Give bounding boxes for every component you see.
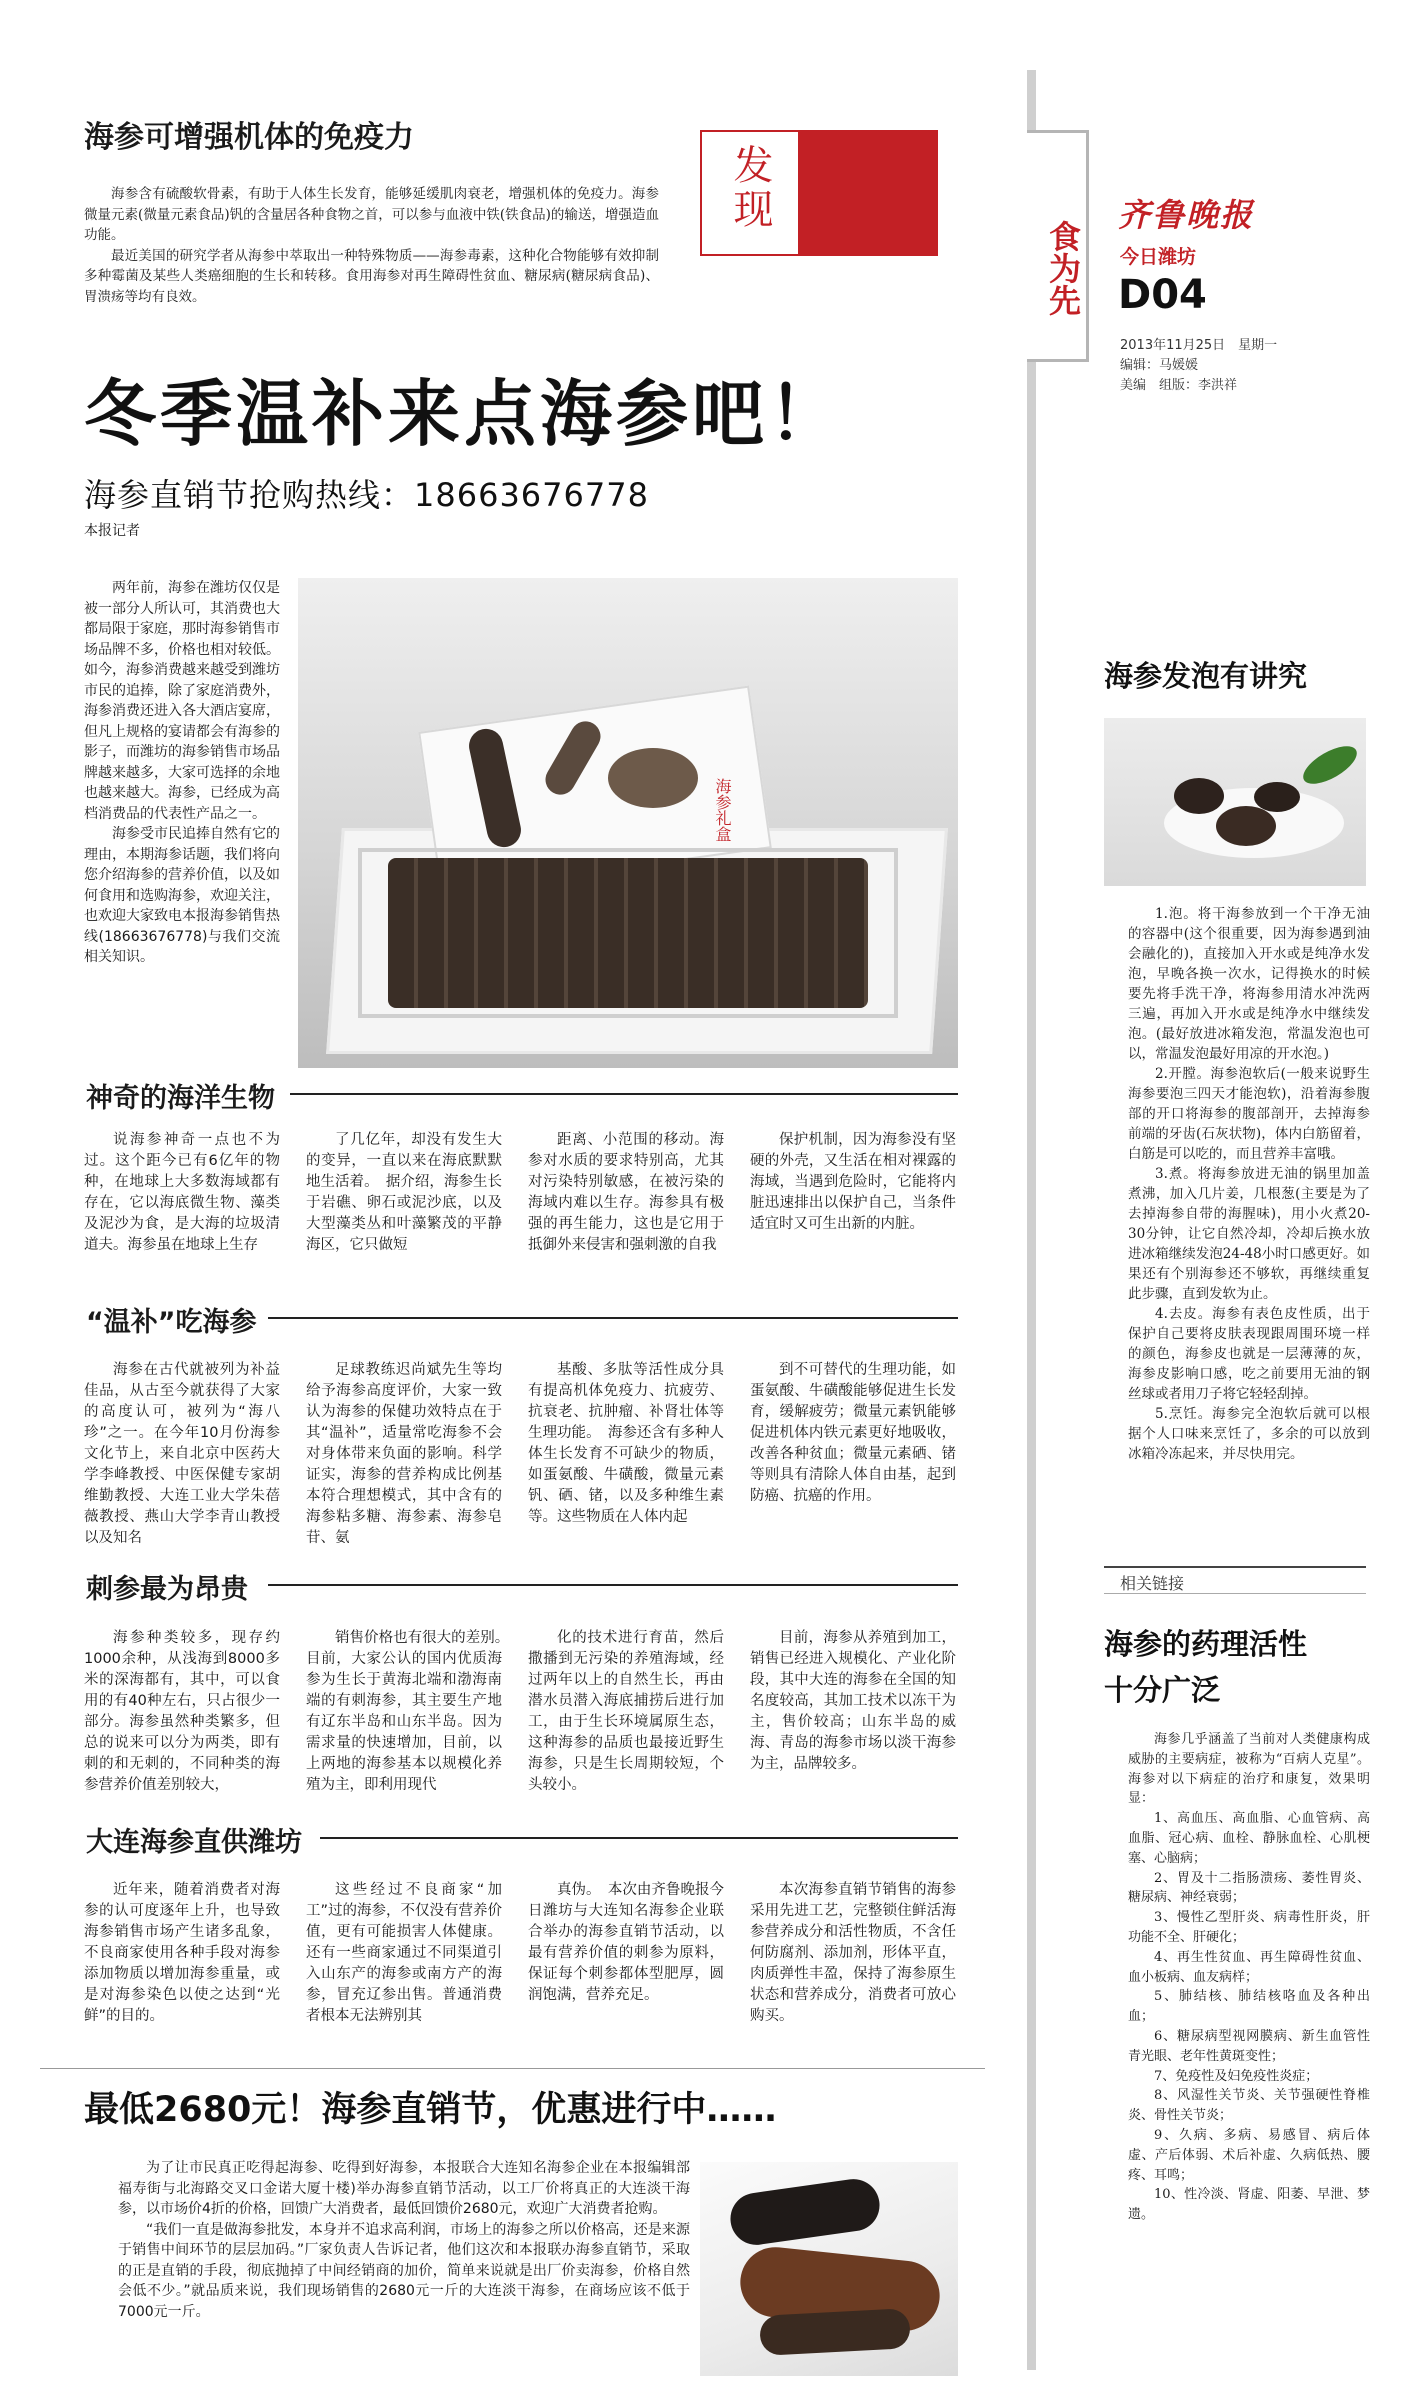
headline-subtitle: 海参直销节抢购热线：18663676778	[84, 476, 649, 514]
section-column	[306, 1628, 517, 1818]
section-para: 说海参神奇一点也不为过。这个距今已有6亿年的物种，在地球上大多数海域都有存在，它以海底微生物、藻类及泥沙为食，是大海的垃圾清道夫。海参虽在地球上生存	[84, 1132, 280, 1253]
section-para: 化的技术进行育苗，然后撒播到无污染的养殖海域，经过两年以上的自然生长，再由潜水员潜入海底捕捞后进行加工，由于生长环境属原生态，这种海参的品质也最接近野生海参，只是生长周期较短，个头较小。	[528, 1630, 724, 1793]
section-column	[528, 1880, 724, 2060]
promo-text	[118, 2158, 690, 2373]
foam-step: 2.开膛。海参泡软后(一般来说野生海参要泡三四天才能泡软)，沿着海参腹部的开口将海参的腹部剖开，去掉海参前端的牙齿(石灰状物)，体内白筋留着，白筋是可以吃的，而且营养丰富哦。	[1128, 1066, 1370, 1162]
pharm-item: 7、免疫性及妇免疫性炎症；	[1154, 2068, 1319, 2084]
pharm-item: 6、糖尿病型视网膜病、新生血管性青光眼、老年性黄斑变性；	[1128, 2028, 1370, 2064]
section-para: 本次海参直销节销售的海参采用先进工艺，完整锁住鲜活海参营养成分和活性物质，不含任何防腐剂、添加剂，形体平直，肉质弹性丰盈，保持了海参原生状态和营养成分，消费者可放心购买。	[750, 1882, 956, 2024]
related-links-box	[1104, 1566, 1366, 1594]
section-column	[84, 1880, 280, 2060]
section-column	[528, 1628, 724, 1818]
section-para: 基酸、多肽等活性成分具有提高机体免疫力、抗疲劳、抗衰老、抗肿瘤、补肾壮体等生理功能。 海参还含有多种人体生长发育不可缺少的物质，如蛋氨酸、牛磺酸，微量元素钒、硒、锗，以及多种维生素等。这些物质在人体内起	[528, 1362, 724, 1525]
top-story-para: 海参含有硫酸软骨素，有助于人体生长发育，能够延缓肌肉衰老，增强机体的免疫力。海参微量元素(微量元素食品)钒的含量居各种食物之首，可以参与血液中铁(铁食品)的输送，增强造血功能。	[84, 186, 659, 243]
top-story-para: 最近美国的研究学者从海参中萃取出一种特殊物质——海参毒素，这种化合物能够有效抑制多种霉菌及某些人类癌细胞的生长和转移。食用海参对再生障碍性贫血、糖尿病(糖尿病食品)、胃溃疡等均有良效。	[84, 247, 659, 305]
section-para: 销售价格也有很大的差别。 目前，大家公认的国内优质海参为生长于黄海北端和渤海南端的有刺海参，其主要生产地有辽东半岛和山东半岛。因为需求量的快速增加，目前，以上两地的海参基本以规模化养殖为主，即利用现代	[306, 1630, 517, 1793]
section-column	[84, 1130, 280, 1320]
pharm-item: 3、慢性乙型肝炎、病毒性肝炎，肝功能不全、肝硬化；	[1128, 1910, 1370, 1945]
pharm-item: 1、高血压、高血脂、心血管病、高血脂、冠心病、血栓、静脉血栓、心肌梗塞、心脑病；	[1128, 1811, 1370, 1866]
section-para: 近年来，随着消费者对海参的认可度逐年上升，也导致海参销售市场产生诸多乱象，不良商家使用各种手段对海参添加物质以增加海参重量，或是对海参染色以使之达到“光鲜”的目的。	[84, 1882, 280, 2024]
byline: 本报记者	[84, 523, 140, 539]
foam-text	[1128, 904, 1370, 1564]
section-vertical-label: 食为先	[1044, 220, 1082, 316]
masthead-designer: 美编 组版：李洪祥	[1120, 378, 1238, 393]
promo-rule-top	[40, 2068, 985, 2069]
promo-para: 为了让市民真正吃得起海参、吃得到好海参，本报联合大连知名海参企业在本报编辑部福寿街与北海路交叉口金诺大厦十楼)举办海参直销节活动，以工厂价将真正的大连淡干海参，以市场价4折的价格，回馈广大消费者，最低回馈价2680元，欢迎广大消费者抢购。	[118, 2160, 690, 2217]
top-story-body	[84, 184, 659, 307]
promo-para: “我们一直是做海参批发，本身并不追求高利润，市场上的海参之所以价格高，还是来源于销售中间环节的层层加码。”厂家负责人告诉记者，他们这次和本报联办海参直销节，采取的正是直销的手段，彻底抛掉了中间经销商的加价，简单来说就是出厂价卖海参，价格自然会低不少。”就品质来说，我们现场销售的2680元一斤的大连淡干海参，在商场应该不低于7000元一斤。	[118, 2221, 690, 2320]
section-title: 大连海参直供潍坊	[86, 1827, 302, 1858]
section-para: 距离、小范围的移动。海参对水质的要求特别高，尤其对污染特别敏感，在被污染的海域内难以生存。海参具有极强的再生能力，这也是它用于抵御外来侵害和强刺激的自我	[528, 1132, 724, 1253]
section-column	[750, 1628, 956, 1818]
section-column	[528, 1130, 724, 1320]
pharm-title-line1: 海参的药理活性	[1104, 1627, 1308, 1661]
sea-cucumber-plate-photo	[1104, 718, 1366, 886]
section-title: 神奇的海洋生物	[86, 1083, 275, 1114]
section-para: 海参种类较多，现存约1000余种，从浅海到8000多米的深海都有，其中，可以食用的有40种左右，只占很少一部分。海参虽然种类繁多，但总的说来可以分为两类，即有刺的和无刺的，不同种类的海参营养价值差别较大，	[84, 1630, 280, 1793]
section-column	[306, 1880, 502, 2060]
section-rule	[268, 1317, 958, 1319]
section-para: 到不可替代的生理功能，如蛋氨酸、牛磺酸能够促进生长发育，缓解疲劳；微量元素钒能够促进机体内铁元素更好地吸收，改善各种贫血；微量元素硒、锗等则具有清除人体自由基，起到防癌、抗癌的作用。	[750, 1362, 956, 1504]
section-para: 足球教练迟尚斌先生等均给予海参高度评价，大家一致认为海参的保健功效特点在于其“温补”，适量常吃海参不会对身体带来负面的影响。科学证实，海参的营养构成比例基本符合理想模式，其中含有的海参粘多糖、海参素、海参皂苷、氨	[306, 1362, 502, 1546]
foam-step: 5.烹饪。海参完全泡软后就可以根据个人口味来烹饪了，多余的可以放到冰箱冷冻起来，并尽快用完。	[1128, 1406, 1370, 1462]
foam-step: 1.泡。将干海参放到一个干净无油的容器中(这个很重要，因为海参遇到油会融化的)，直接加入开水或是纯净水发泡，早晚各换一次水，记得换水的时候要先将手洗干净，将海参用清水冲洗两三遍，再加入开水或是纯净水中继续发泡。(最好放进冰箱发泡，常温发泡也可以，常温发泡最好用凉的开水泡。)	[1128, 906, 1370, 1062]
section-rule	[290, 1093, 958, 1095]
sea-cucumber-box-photo	[298, 578, 958, 1068]
related-links-label: 相关链接	[1120, 1574, 1185, 1593]
section-para: 海参在古代就被列为补益佳品，从古至今就获得了大家的高度认可，被列为“海八珍”之一。在今年10月份海参文化节上，来自北京中医药大学李峰教授、中医保健专家胡维勤教授、大连工业大学朱蓓薇教授、燕山大学李青山教授以及知名	[84, 1362, 280, 1546]
main-headline: 冬季温补来点海参吧！	[84, 372, 845, 456]
promo-title: 最低2680元！海参直销节，优惠进行中……	[84, 2090, 777, 2130]
pharm-item: 10、性冷淡、肾虚、阳萎、早泄、梦遗。	[1128, 2187, 1370, 2223]
section-title: 刺参最为昂贵	[86, 1574, 248, 1605]
top-story-title: 海参可增强机体的免疫力	[84, 120, 414, 155]
section-rule	[268, 1584, 958, 1586]
foam-step: 4.去皮。海参有表色皮性质，出于保护自己要将皮肤表现跟周围环境一样的颜色，海参皮也就是一层薄薄的灰，海参皮影响口感，吃之前要用无油的钢丝球或者用刀子将它轻轻刮掉。	[1128, 1306, 1370, 1402]
section-column	[306, 1360, 502, 1590]
section-column	[528, 1360, 724, 1590]
section-column	[750, 1360, 956, 1590]
pharm-item: 9、久病、多病、易感冒、病后体虚、产后体弱、术后补虚、久病低热、腰疼、耳鸣；	[1128, 2127, 1370, 2183]
section-column	[750, 1130, 956, 1320]
paper-name: 齐鲁晚报	[1118, 196, 1255, 234]
foam-title: 海参发泡有讲究	[1104, 659, 1308, 693]
section-column	[750, 1880, 956, 2060]
sidebar-divider	[1027, 70, 1036, 2370]
section-rule	[320, 1837, 958, 1839]
pharm-item: 4、再生性贫血、再生障碍性贫血、血小板病、血友病样；	[1128, 1949, 1370, 1985]
masthead-date: 2013年11月25日 星期一	[1120, 338, 1278, 353]
section-title: “温补”吃海参	[86, 1307, 257, 1338]
section-para: 真伪。 本次由齐鲁晚报今日潍坊与大连知名海参企业联合举办的海参直销节活动，以最有营养价值的刺参为原料，保证每个刺参都体型肥厚，圆润饱满，营养充足。	[528, 1882, 724, 2003]
section-column	[306, 1130, 502, 1320]
section-para: 保护机制，因为海参没有坚硬的外壳，又生活在相对裸露的海域，当遇到危险时，它能将内脏迅速排出以保护自己，当条件适宜时又可生出新的内脏。	[750, 1132, 956, 1232]
box-label: 海参礼盒	[713, 778, 732, 842]
intro-text	[84, 578, 280, 1048]
faxian-badge	[700, 130, 938, 256]
pharm-title-line2: 十分广泛	[1104, 1673, 1221, 1707]
pharm-item: 8、风湿性关节炎、关节强硬性脊椎炎、骨性关节炎；	[1128, 2088, 1370, 2124]
pharm-intro: 海参几乎涵盖了当前对人类健康构成威胁的主要病症，被称为“百病人克星”。海参对以下病症的治疗和康复，效果明显：	[1128, 1732, 1370, 1807]
foam-step: 3.煮。将海参放进无油的锅里加盖煮沸，加入几片姜，几根葱(主要是为了去掉海参自带的海腥味)，用小火煮20-30分钟，让它自然冷却，冷却后换水放进冰箱继续发泡24-48小时口感更好。如果还有个别海参还不够软，再继续重复此步骤，直到发软为止。	[1128, 1166, 1370, 1302]
faxian-badge-text: 发现	[727, 144, 773, 232]
intro-para: 海参受市民追捧自然有它的理由，本期海参话题，我们将向您介绍海参的营养价值，以及如何食用和选购海参，欢迎关注，也欢迎大家致电本报海参销售热线(18663676778)与我们交流相关知识。	[84, 826, 280, 965]
pharm-text	[1128, 1730, 1370, 2350]
section-column	[84, 1360, 280, 1590]
pharm-item: 2、胃及十二指肠溃疡、萎性胃炎、糖尿病、神经衰弱；	[1128, 1870, 1370, 1906]
pharm-item: 5、肺结核、肺结核咯血及各种出血；	[1128, 1989, 1370, 2025]
sea-cucumber-photo	[700, 2162, 958, 2376]
masthead-editor: 编辑：马媛媛	[1120, 358, 1199, 373]
intro-para: 两年前，海参在潍坊仅仅是被一部分人所认可，其消费也大都局限于家庭，那时海参销售市场品牌不多，价格也相对较低。如今，海参消费越来越受到潍坊市民的追捧，除了家庭消费外，海参消费还进入各大酒店宴席，但凡上规格的宴请都会有海参的影子，而潍坊的海参销售市场品牌越来越多，大家可选择的余地也越来越大。海参，已经成为高档消费品的代表性产品之一。	[84, 580, 280, 822]
section-para: 目前，海参从养殖到加工，销售已经进入规模化、产业化阶段，其中大连的海参在全国的知名度较高，其加工技术以冻干为主，售价较高；山东半岛的威海、青岛的海参市场以淡干海参为主，品牌较多。	[750, 1630, 956, 1772]
edition-label: 今日潍坊	[1120, 246, 1197, 268]
page-number: D04	[1118, 272, 1207, 318]
section-para: 了几亿年，却没有发生大的变异，一直以来在海底默默地生活着。 据介绍，海参生长于岩礁、卵石或泥沙底，以及大型藻类丛和叶藻繁茂的平静海区，它只做短	[306, 1132, 502, 1253]
section-column	[84, 1628, 280, 1818]
section-para: 这些经过不良商家“加工”过的海参，不仅没有营养价值，更有可能损害人体健康。还有一些商家通过不同渠道引入山东产的海参或南方产的海参，冒充辽参出售。普通消费者根本无法辨别其	[306, 1882, 503, 2024]
